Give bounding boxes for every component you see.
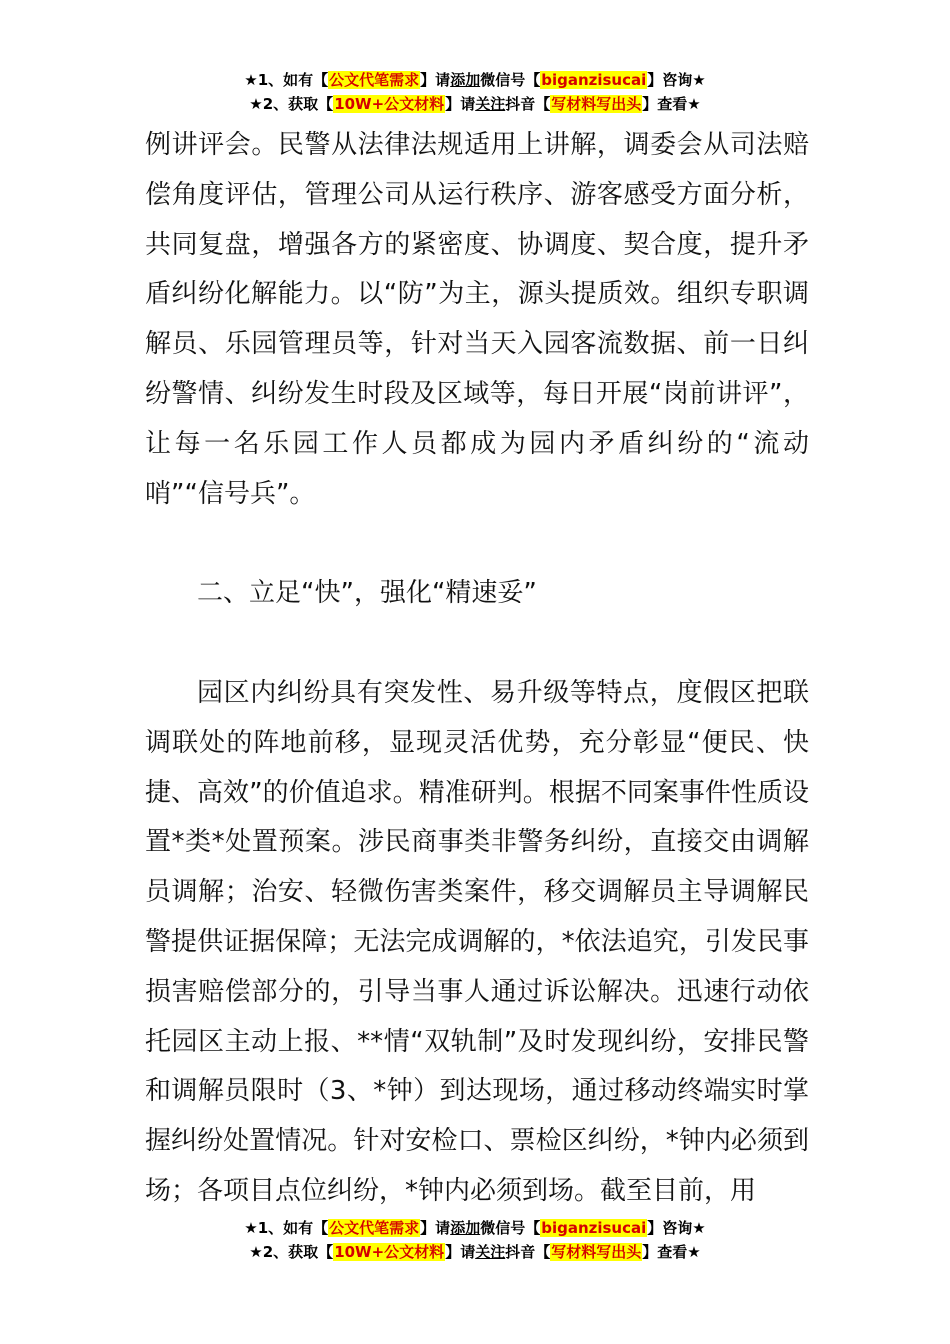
document-paragraph-2 (145, 669, 809, 1217)
highlight-douyin: 写材料写出头 (551, 95, 642, 113)
banner-text: ★1、如有【 (244, 71, 329, 89)
banner-text: 】咨询★ (647, 71, 706, 89)
footer-banner (0, 1216, 950, 1264)
banner-text: ★2、获取【 (249, 1243, 334, 1261)
banner-text: 微信号【 (480, 1219, 541, 1237)
banner-text: 抖音【 (505, 1243, 551, 1261)
section-heading (145, 569, 809, 619)
banner-text: ★1、如有【 (244, 1219, 329, 1237)
banner-text: 】查看★ (642, 95, 701, 113)
banner-text: 】请 (420, 1219, 451, 1237)
header-banner (0, 68, 950, 116)
banner-text: 微信号【 (480, 71, 541, 89)
document-paragraph-1 (145, 121, 809, 519)
banner-underlined: 关注 (475, 95, 506, 113)
banner-line-1 (0, 1216, 950, 1240)
banner-text: 】咨询★ (647, 1219, 706, 1237)
highlight-materials: 10W+公文材料 (334, 95, 445, 113)
banner-text: ★2、获取【 (249, 95, 334, 113)
banner-underlined: 添加 (450, 1219, 481, 1237)
banner-line-2 (0, 1240, 950, 1264)
highlight-materials: 10W+公文材料 (334, 1243, 445, 1261)
highlight-ghostwriting: 公文代笔需求 (329, 71, 420, 89)
highlight-ghostwriting: 公文代笔需求 (329, 1219, 420, 1237)
heading-text: 二、立足“快”，强化“精速妥” (197, 578, 537, 608)
banner-text: 】请 (420, 71, 451, 89)
banner-text: 】请 (445, 95, 476, 113)
highlight-wechat-id: biganzisucai (541, 71, 647, 89)
banner-text: 】请 (445, 1243, 476, 1261)
paragraph-text: 园区内纠纷具有突发性、易升级等特点，度假区把联调联处的阵地前移，显现灵活优势，充分彰显“便民、快捷、高效”的价值追求。精准研判。根据不同案事件性质设置*类*处置预案。涉民商事类非警务纠纷，直接交由调解员调解；治安、轻微伤害类案件，移交调解员主导调解民警提供证据保障；无法完成调解的，*依法追究，引发民事损害赔偿部分的，引导当事人通过诉讼解决。迅速行动依托园区主动上报、**情“双轨制”及时发现纠纷，安排民警和调解员限时（3、*钟）到达现场，通过移动终端实时掌握纠纷处置情况。针对安检口、票检区纠纷，*钟内必须到场；各项目点位纠纷，*钟内必须到场。截至目前，用 (145, 678, 809, 1206)
highlight-wechat-id: biganzisucai (541, 1219, 647, 1237)
banner-line-2 (0, 92, 950, 116)
banner-line-1 (0, 68, 950, 92)
banner-text: 】查看★ (642, 1243, 701, 1261)
banner-underlined: 添加 (450, 71, 481, 89)
banner-text: 抖音【 (505, 95, 551, 113)
highlight-douyin: 写材料写出头 (551, 1243, 642, 1261)
banner-underlined: 关注 (475, 1243, 506, 1261)
paragraph-text: 例讲评会。民警从法律法规适用上讲解，调委会从司法赔偿角度评估，管理公司从运行秩序、游客感受方面分析，共同复盘，增强各方的紧密度、协调度、契合度，提升矛盾纠纷化解能力。以“防”为主，源头提质效。组织专职调解员、乐园管理员等，针对当天入园客流数据、前一日纠纷警情、纠纷发生时段及区域等，每日开展“岗前讲评”，让每一名乐园工作人员都成为园内矛盾纠纷的“流动哨”“信号兵”。 (145, 130, 809, 509)
